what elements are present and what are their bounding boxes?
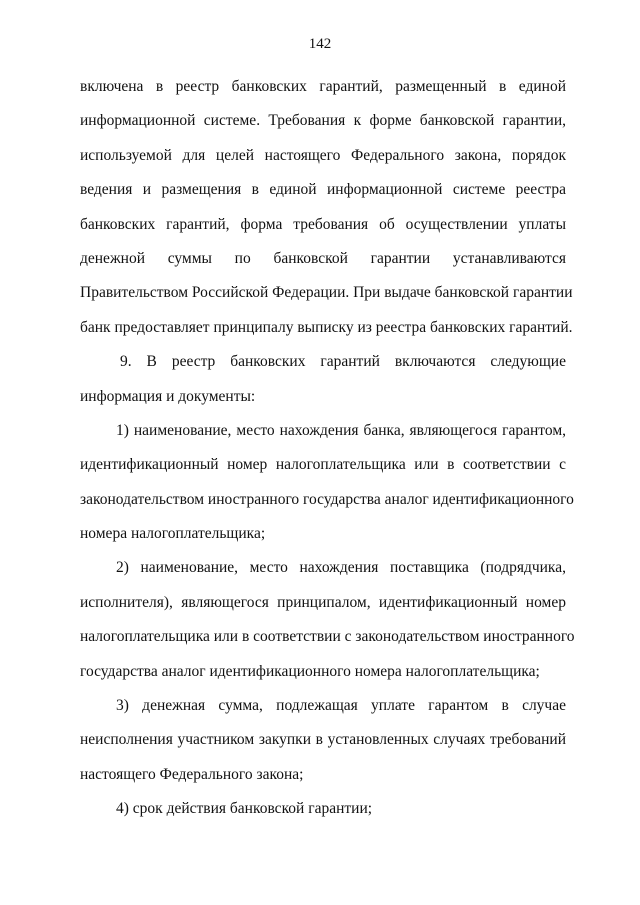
- text-line: исполнителя), являющегося принципалом, идентификационный номер: [80, 593, 566, 611]
- list-item-3: [80, 689, 566, 792]
- text-line: используемой для целей настоящего Федерального закона, порядок: [80, 146, 566, 164]
- text-line: государства аналог идентификационного номера налогоплательщика;: [80, 662, 540, 680]
- text-line: настоящего Федерального закона;: [80, 765, 304, 783]
- text-line: банк предоставляет принципалу выписку из реестра банковских гарантий.: [80, 318, 573, 336]
- text-line: 3) денежная сумма, подлежащая уплате гарантом в случае: [116, 697, 566, 715]
- text-line: налогоплательщика или в соответствии с законодательством иностранного: [80, 628, 575, 646]
- text-line: банковских гарантий, форма требования об осуществлении уплаты: [80, 215, 566, 233]
- text-line: законодательством иностранного государства аналог идентификационного: [80, 490, 574, 508]
- paragraph-continuation: [80, 70, 573, 345]
- text-line: 4) срок действия банковской гарантии;: [116, 800, 373, 818]
- text-line: информация и документы:: [80, 387, 256, 405]
- paragraph-item-9: [80, 345, 566, 414]
- list-item-4: [80, 792, 566, 826]
- page-number: 142: [308, 36, 332, 52]
- text-line: включена в реестр банковских гарантий, размещенный в единой: [80, 78, 566, 95]
- text-line: идентификационный номер налогоплательщика или в соответствии с: [80, 456, 566, 474]
- text-line: неисполнения участником закупки в установленных случаях требований: [80, 731, 566, 749]
- text-line: ведения и размещения в единой информационной системе реестра: [80, 181, 566, 199]
- text-line: информационной системе. Требования к форме банковской гарантии,: [80, 112, 566, 130]
- text-line: номера налогоплательщика;: [80, 525, 266, 543]
- text-line: Правительством Российской Федерации. При выдаче банковской гарантии: [80, 284, 573, 302]
- text-line: денежной суммы по банковской гарантии устанавливаются: [80, 249, 566, 267]
- text-line: 2) наименование, место нахождения поставщика (подрядчика,: [116, 559, 566, 577]
- text-line: 1) наименование, место нахождения банка, являющегося гарантом,: [116, 421, 566, 439]
- list-item-1: [80, 414, 574, 552]
- list-item-2: [80, 551, 575, 689]
- text-line: 9. В реестр банковских гарантий включаются следующие: [120, 353, 566, 371]
- document-body: [80, 70, 575, 827]
